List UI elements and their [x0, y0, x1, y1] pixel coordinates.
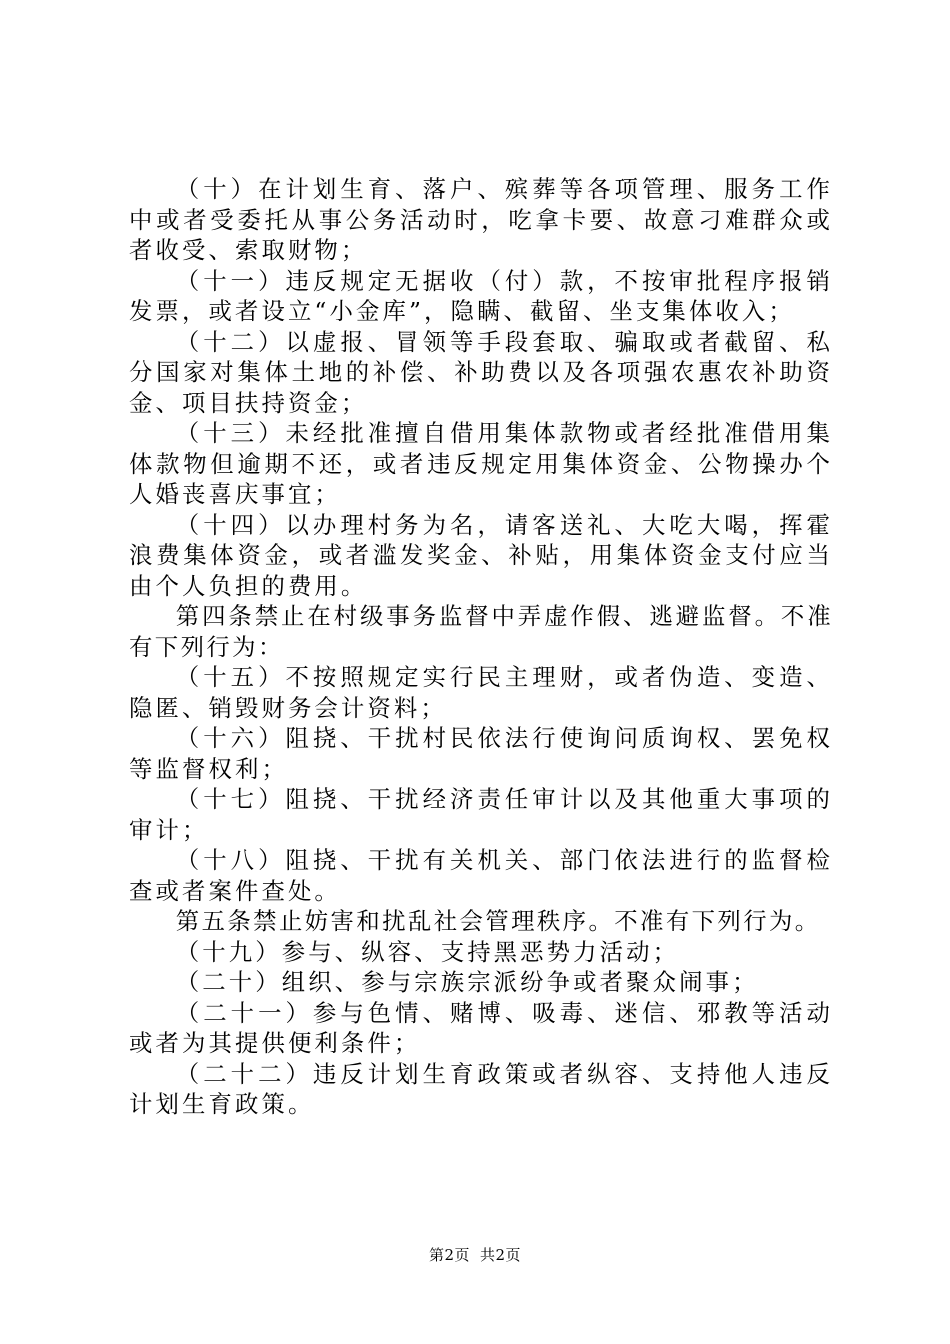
page-number: 第2页: [428, 1246, 470, 1264]
page-total: 共2页: [480, 1246, 522, 1264]
article-4-heading: 第四条禁止在村级事务监督中弄虚作假、逃避监督。不准有下列行为：: [129, 602, 833, 661]
paragraph-item-19: （十九）参与、纵容、支持黑恶势力活动；: [175, 937, 680, 966]
paragraph-item-13: （十三）未经批准擅自借用集体款物或者经批准借用集体款物但逾期不还，或者违反规定用集体资金、公物操办个人婚丧喜庆事宜；: [129, 419, 833, 508]
article-5-heading: 第五条禁止妨害和扰乱社会管理秩序。不准有下列行为。: [175, 907, 821, 935]
paragraph-item-14: （十四）以办理村务为名，请客送礼、大吃大喝，挥霍浪费集体资金，或者滥发奖金、补贴，用集体资金支付应当由个人负担的费用。: [129, 510, 833, 600]
paragraph-item-12: （十二）以虚报、冒领等手段套取、骗取或者截留、私分国家对集体土地的补偿、补助费以及各项强农惠农补助资金、项目扶持资金；: [129, 327, 833, 417]
paragraph-item-16: （十六）阻挠、干扰村民依法行使询问质询权、罢免权等监督权利；: [129, 724, 833, 783]
paragraph-item-18: （十八）阻挠、干扰有关机关、部门依法进行的监督检查或者案件查处。: [129, 846, 833, 905]
document-body: [129, 174, 833, 1120]
paragraph-item-20: （二十）组织、参与宗族宗派纷争或者聚众闹事；: [175, 968, 759, 996]
page-footer: [0, 1244, 950, 1265]
paragraph-item-17: （十七）阻挠、干扰经济责任审计以及其他重大事项的审计；: [129, 785, 833, 844]
paragraph-item-11: （十一）违反规定无据收（付）款，不按审批程序报销发票，或者设立“小金库”，隐瞒、截留、坐支集体收入；: [129, 266, 833, 325]
paragraph-item-22: （二十二）违反计划生育政策或者纵容、支持他人违反计划生育政策。: [129, 1059, 833, 1118]
paragraph-item-15: （十五）不按照规定实行民主理财，或者伪造、变造、隐匿、销毁财务会计资料；: [129, 663, 833, 722]
paragraph-item-10: （十）在计划生育、落户、殡葬等各项管理、服务工作中或者受委托从事公务活动时，吃拿卡要、故意刁难群众或者收受、索取财物；: [129, 175, 833, 264]
paragraph-item-21: （二十一）参与色情、赌博、吸毒、迷信、邪教等活动或者为其提供便利条件；: [129, 998, 833, 1057]
